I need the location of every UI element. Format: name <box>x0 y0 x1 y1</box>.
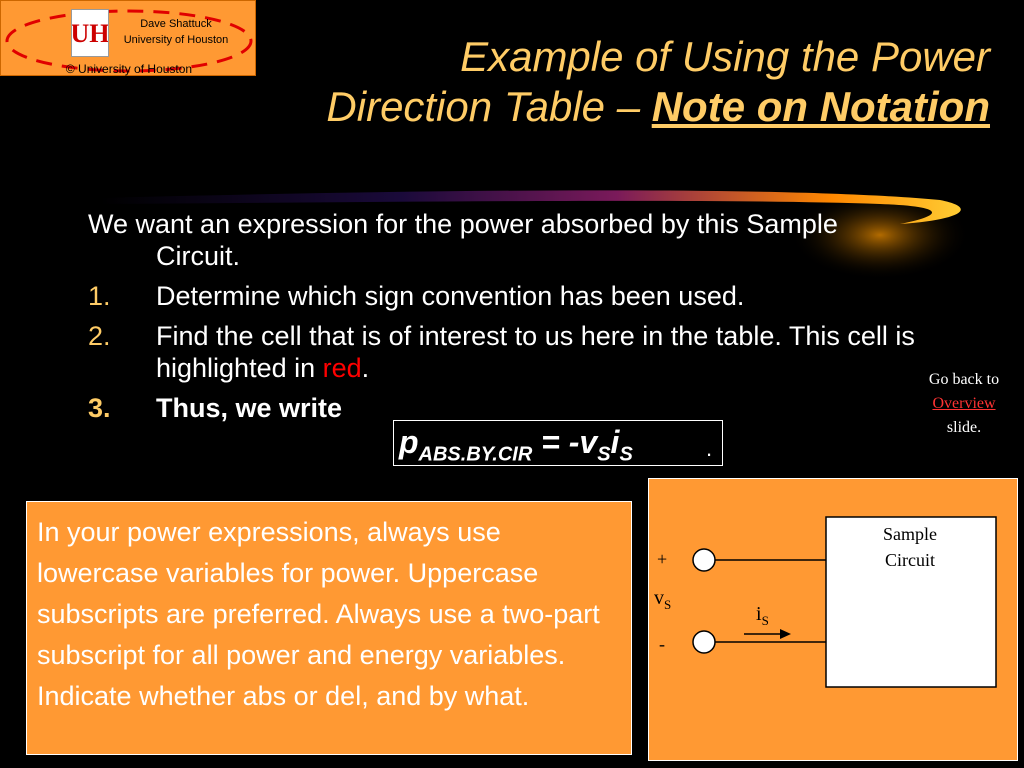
voltage-label <box>654 587 671 613</box>
svg-text:UH: UH <box>72 19 108 48</box>
overview-link[interactable]: Overview <box>932 395 996 412</box>
go-back-text: Go back to <box>928 371 1000 388</box>
go-back-note <box>906 368 1022 440</box>
circuit-diagram <box>648 478 1018 761</box>
list-number-1: 1. <box>88 281 111 311</box>
slide-text: slide. <box>946 419 982 436</box>
list-number-3: 3. <box>88 393 111 423</box>
list-text-2-before: Find the cell that is of interest to us here in the table. This cell is highlighted in <box>156 321 915 383</box>
current-arrow-head <box>780 629 791 639</box>
formula-p: p <box>399 424 419 460</box>
intro-text: We want an expression for the power absorbed by this Sample Circuit. <box>88 209 838 271</box>
power-formula <box>399 420 633 476</box>
title-note-notation: Note on Notation <box>651 83 990 130</box>
logo-author: Dave Shattuck <box>140 18 212 30</box>
voltage-v: v <box>654 587 664 609</box>
list-text-2 <box>156 320 928 384</box>
slide-title <box>326 32 990 132</box>
sample-circuit-label <box>825 521 995 573</box>
current-subscript: S <box>761 613 769 628</box>
list-text-1: Determine which sign convention has been used. <box>156 281 745 311</box>
list-text-3: Thus, we write <box>156 393 343 423</box>
plus-sign: + <box>657 549 668 569</box>
body-text <box>88 208 928 432</box>
top-terminal <box>693 549 715 571</box>
formula-p-subscript: ABS.BY.CIR <box>418 443 533 466</box>
formula-v-subscript: S <box>597 443 611 466</box>
notation-note-text: In your power expressions, always use lowercase variables for power. Uppercase subscripts are preferred. Always use a two-part subscript for all power and energy variables. Indicate whether abs or del, and by what. <box>37 517 600 711</box>
title-line-1: Example of Using the Power <box>460 33 990 80</box>
formula-period: . <box>706 436 713 461</box>
red-highlight-word: red <box>322 353 362 383</box>
notation-note-box <box>26 501 632 755</box>
list-text-2-after: . <box>361 353 370 383</box>
sample-label-line-1: Sample <box>883 524 937 544</box>
minus-sign: - <box>659 634 665 654</box>
list-item-2 <box>88 320 928 384</box>
current-i: i <box>756 603 762 625</box>
logo-university: University of Houston <box>123 34 229 46</box>
sample-label-line-2: Circuit <box>885 550 935 570</box>
formula-v: v <box>579 424 598 460</box>
title-line-2 <box>326 82 990 132</box>
logo-copyright: © University of Houston <box>65 62 193 76</box>
formula-i: i <box>610 424 620 460</box>
list-number-2: 2. <box>88 321 111 351</box>
formula-i-subscript: S <box>619 443 633 466</box>
voltage-subscript: S <box>664 597 672 612</box>
uh-logo-icon <box>71 9 109 57</box>
list-item-1 <box>88 280 928 312</box>
current-label <box>756 603 769 629</box>
logo-box <box>0 0 256 76</box>
formula-equals: = - <box>532 424 580 460</box>
title-line-2-plain: Direction Table – <box>326 83 652 130</box>
bottom-terminal <box>693 631 715 653</box>
